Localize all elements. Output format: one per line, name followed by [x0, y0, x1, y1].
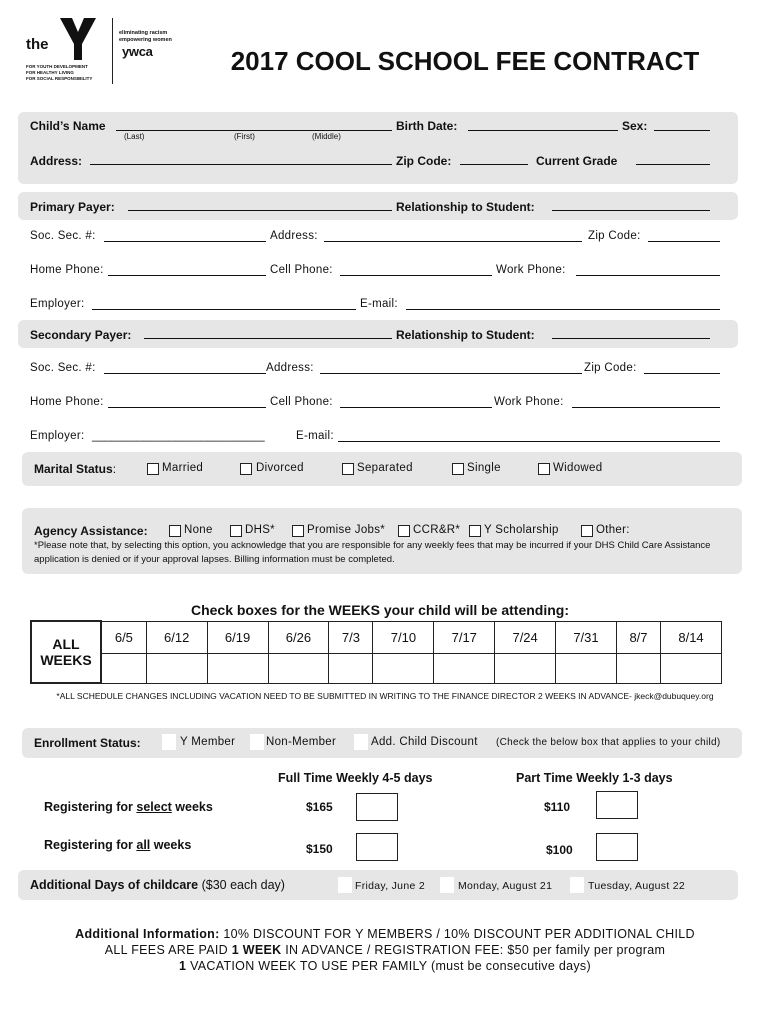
logo-the-text: the	[26, 36, 49, 53]
week-6-19: 6/19	[207, 621, 268, 653]
add-child-discount-label: Add. Child Discount	[371, 736, 478, 748]
primary-email-label: E-mail:	[360, 298, 398, 310]
child-zip-field[interactable]	[460, 164, 528, 165]
secondary-cell-phone-field[interactable]	[340, 407, 492, 408]
additional-days-label: Additional Days of childcare ($30 each day)	[30, 878, 285, 892]
additional-info-line3: 1 VACATION WEEK TO USE PER FAMILY (must be consecutive days)	[179, 959, 591, 973]
primary-employer-label: Employer:	[30, 298, 85, 310]
week-checkbox[interactable]	[146, 653, 207, 683]
week-checkbox[interactable]	[268, 653, 329, 683]
page-title: 2017 COOL SCHOOL FEE CONTRACT	[230, 46, 700, 76]
primary-email-field[interactable]	[406, 309, 720, 310]
pt-select-price: $110	[544, 800, 571, 814]
secondary-email-label: E-mail:	[296, 430, 334, 442]
single-checkbox[interactable]	[452, 463, 464, 475]
primary-ssn-label: Soc. Sec. #:	[30, 230, 96, 242]
logo-divider	[112, 18, 113, 84]
agency-note: *Please note that, by selecting this option, you acknowledge that you are responsible for any weekly fees that may be incurred if your DHS Child Care Assistance application is denied or if your approval lapses. Billing information must be completed.	[34, 540, 711, 565]
ymca-y-icon	[58, 16, 98, 62]
non-member-label: Non-Member	[266, 736, 337, 748]
logo-tagline: FOR YOUTH DEVELOPMENT FOR HEALTHY LIVING FOR SOCIAL RESPONSIBILITY	[26, 64, 93, 81]
child-name-label: Child’s Name	[30, 119, 106, 133]
full-time-heading: Full Time Weekly 4-5 days	[278, 771, 433, 785]
ft-select-checkbox[interactable]	[356, 793, 398, 821]
week-7-17: 7/17	[434, 621, 495, 653]
week-7-24: 7/24	[495, 621, 556, 653]
week-checkbox[interactable]	[373, 653, 434, 683]
single-label: Single	[467, 462, 501, 474]
none-label: None	[184, 524, 213, 536]
separated-label: Separated	[357, 462, 413, 474]
child-address-label: Address:	[30, 154, 83, 168]
primary-cell-phone-label: Cell Phone:	[270, 264, 333, 276]
primary-address-field[interactable]	[324, 241, 582, 242]
weeks-title: Check boxes for the WEEKS your child will be attending:	[190, 602, 570, 618]
ymca-ywca-logo	[26, 16, 186, 88]
secondary-ssn-field[interactable]	[104, 373, 266, 374]
friday-june-2-label: Friday, June 2	[355, 880, 425, 892]
secondary-payer-label: Secondary Payer:	[30, 328, 132, 342]
primary-cell-phone-field[interactable]	[340, 275, 492, 276]
separated-checkbox[interactable]	[342, 463, 354, 475]
week-8-14: 8/14	[661, 621, 722, 653]
ywca-wordmark: ywca	[122, 44, 153, 59]
week-6-5: 6/5	[101, 621, 146, 653]
week-6-12: 6/12	[146, 621, 207, 653]
sex-label: Sex:	[622, 119, 648, 133]
child-first-caption: (First)	[234, 132, 255, 141]
week-checkbox[interactable]	[556, 653, 617, 683]
select-weeks-label: Registering for select weeks	[44, 800, 213, 814]
all-weeks-label: Registering for all weeks	[44, 838, 192, 852]
primary-work-phone-label: Work Phone:	[496, 264, 566, 276]
week-checkbox[interactable]	[495, 653, 556, 683]
secondary-ssn-label: Soc. Sec. #:	[30, 362, 96, 374]
additional-info-line2: ALL FEES ARE PAID 1 WEEK IN ADVANCE / REGISTRATION FEE: $50 per family per program	[104, 943, 666, 957]
week-checkbox[interactable]	[329, 653, 373, 683]
secondary-address-label: Address:	[266, 362, 314, 374]
primary-payer-field[interactable]	[128, 210, 392, 211]
birth-date-label: Birth Date:	[396, 119, 458, 133]
dhs-label: DHS*	[245, 524, 275, 536]
secondary-home-phone-field[interactable]	[108, 407, 266, 408]
primary-zip-label: Zip Code:	[588, 230, 641, 242]
sex-field[interactable]	[654, 130, 710, 131]
child-address-field[interactable]	[90, 164, 392, 165]
primary-address-label: Address:	[270, 230, 318, 242]
primary-home-phone-field[interactable]	[108, 275, 266, 276]
secondary-email-field[interactable]	[338, 441, 720, 442]
secondary-zip-field[interactable]	[644, 373, 720, 374]
secondary-relationship-field[interactable]	[552, 338, 710, 339]
ft-all-checkbox[interactable]	[356, 833, 398, 861]
y-scholarship-checkbox[interactable]	[469, 525, 481, 537]
secondary-employer-label: Employer:	[30, 430, 85, 442]
week-8-7: 8/7	[616, 621, 660, 653]
child-last-caption: (Last)	[124, 132, 145, 141]
tuesday-august-22-checkbox[interactable]	[570, 877, 584, 893]
y-member-label: Y Member	[180, 736, 236, 748]
ccrr-checkbox[interactable]	[398, 525, 410, 537]
primary-payer-header	[18, 192, 738, 220]
birth-date-field[interactable]	[468, 130, 618, 131]
monday-august-21-label: Monday, August 21	[458, 880, 553, 892]
secondary-address-field[interactable]	[320, 373, 582, 374]
agency-assistance-label: Agency Assistance:	[34, 524, 148, 538]
pt-all-price: $100	[546, 843, 573, 857]
week-7-3: 7/3	[329, 621, 373, 653]
additional-info-line1: Additional Information: 10% DISCOUNT FOR Y MEMBERS / 10% DISCOUNT PER ADDITIONAL CHILD	[75, 927, 695, 941]
promise-jobs-label: Promise Jobs*	[307, 524, 386, 536]
ccrr-label: CCR&R*	[413, 524, 461, 536]
pt-all-checkbox[interactable]	[596, 833, 638, 861]
none-checkbox[interactable]	[169, 525, 181, 537]
divorced-checkbox[interactable]	[240, 463, 252, 475]
all-weeks-cell[interactable]: ALL WEEKS	[31, 621, 101, 683]
primary-ssn-field[interactable]	[104, 241, 266, 242]
y-member-checkbox[interactable]	[162, 734, 176, 750]
secondary-home-phone-label: Home Phone:	[30, 396, 104, 408]
secondary-work-phone-label: Work Phone:	[494, 396, 564, 408]
secondary-payer-field[interactable]	[144, 338, 392, 339]
divorced-label: Divorced	[256, 462, 304, 474]
primary-relationship-label: Relationship to Student:	[396, 200, 535, 214]
widowed-label: Widowed	[553, 462, 603, 474]
week-checkbox[interactable]	[101, 653, 146, 683]
ft-select-price: $165	[306, 800, 333, 814]
schedule-change-note: *ALL SCHEDULE CHANGES INCLUDING VACATION NEED TO BE SUBMITTED IN WRITING TO THE FINANCE DIRECTOR 2 WEEKS IN ADVANCE- jkeck@dubuquey.org	[56, 691, 714, 701]
tuesday-august-22-label: Tuesday, August 22	[588, 880, 686, 892]
enrollment-status-label: Enrollment Status:	[34, 736, 141, 750]
dhs-checkbox[interactable]	[230, 525, 242, 537]
part-time-heading: Part Time Weekly 1-3 days	[516, 771, 673, 785]
friday-june-2-checkbox[interactable]	[338, 877, 352, 893]
primary-employer-field[interactable]	[92, 309, 356, 310]
primary-payer-label: Primary Payer:	[30, 200, 115, 214]
secondary-zip-label: Zip Code:	[584, 362, 637, 374]
marital-status-label: Marital Status:	[34, 462, 117, 476]
secondary-work-phone-field[interactable]	[572, 407, 720, 408]
promise-jobs-checkbox[interactable]	[292, 525, 304, 537]
primary-home-phone-label: Home Phone:	[30, 264, 104, 276]
weeks-table	[30, 620, 722, 684]
other-label: Other:	[596, 524, 630, 536]
week-checkbox[interactable]	[434, 653, 495, 683]
ywca-mission: eliminating racism empowering women	[119, 30, 172, 43]
secondary-cell-phone-label: Cell Phone:	[270, 396, 333, 408]
primary-zip-field[interactable]	[648, 241, 720, 242]
add-child-discount-checkbox[interactable]	[354, 734, 368, 750]
week-7-10: 7/10	[373, 621, 434, 653]
widowed-checkbox[interactable]	[538, 463, 550, 475]
primary-work-phone-field[interactable]	[576, 275, 720, 276]
non-member-checkbox[interactable]	[250, 734, 264, 750]
week-checkbox[interactable]	[207, 653, 268, 683]
secondary-relationship-label: Relationship to Student:	[396, 328, 535, 342]
week-7-31: 7/31	[556, 621, 617, 653]
week-checkbox[interactable]	[661, 653, 722, 683]
week-checkbox[interactable]	[616, 653, 660, 683]
married-label: Married	[162, 462, 204, 474]
married-checkbox[interactable]	[147, 463, 159, 475]
child-zip-label: Zip Code:	[396, 154, 452, 168]
week-6-26: 6/26	[268, 621, 329, 653]
other-checkbox[interactable]	[581, 525, 593, 537]
child-middle-caption: (Middle)	[312, 132, 341, 141]
monday-august-21-checkbox[interactable]	[440, 877, 454, 893]
ft-all-price: $150	[306, 842, 333, 856]
secondary-employer-field[interactable]: ___________________________	[92, 430, 265, 442]
pt-select-checkbox[interactable]	[596, 791, 638, 819]
primary-relationship-field[interactable]	[552, 210, 710, 211]
y-scholarship-label: Y Scholarship	[484, 524, 559, 536]
current-grade-label: Current Grade	[536, 154, 618, 168]
child-name-field[interactable]	[116, 130, 392, 131]
current-grade-field[interactable]	[636, 164, 710, 165]
enrollment-hint: (Check the below box that applies to your child)	[496, 737, 721, 748]
